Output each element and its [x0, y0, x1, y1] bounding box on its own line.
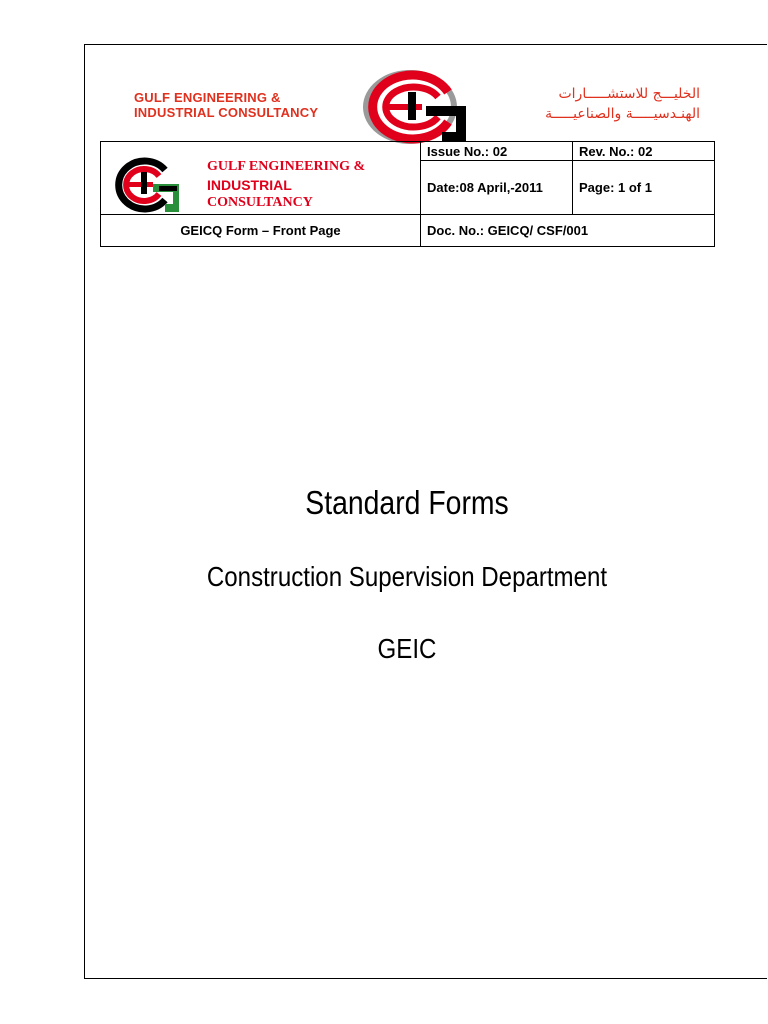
company-cell: [101, 142, 421, 215]
banner-arabic-line1: الخليـــج للاستشـــــارات: [558, 86, 700, 102]
banner-english-line1: GULF ENGINEERING &: [134, 90, 281, 105]
revision-number: Rev. No.: 02: [573, 142, 715, 161]
document-title: Standard Forms: [305, 484, 509, 521]
banner-arabic-name: [500, 84, 700, 124]
department-name: Construction Supervision Department: [206, 561, 608, 592]
document-header-table: [100, 141, 715, 247]
company-name-line3: CONSULTANCY: [207, 195, 313, 210]
banner-english-line2: INDUSTRIAL CONSULTANCY: [134, 105, 319, 120]
organization-name: GEIC: [377, 633, 437, 664]
company-name: [207, 158, 365, 212]
document-number: Doc. No.: GEICQ/ CSF/001: [421, 215, 715, 247]
banner-english-name: [134, 90, 318, 120]
issue-number: Issue No.: 02: [421, 142, 573, 161]
form-title: GEICQ Form – Front Page: [101, 215, 421, 247]
company-name-line2: INDUSTRIAL: [207, 177, 292, 193]
geic-logo-icon: [362, 70, 472, 144]
letterhead-banner: [130, 68, 710, 144]
page-count: Page: 1 of 1: [573, 161, 715, 215]
issue-date: Date:08 April,-2011: [421, 161, 573, 215]
geic-small-logo-icon: [113, 156, 183, 214]
company-name-line1: GULF ENGINEERING &: [207, 159, 366, 174]
banner-arabic-line2: الهنـدسيـــــة والصناعيـــــة: [545, 106, 700, 122]
